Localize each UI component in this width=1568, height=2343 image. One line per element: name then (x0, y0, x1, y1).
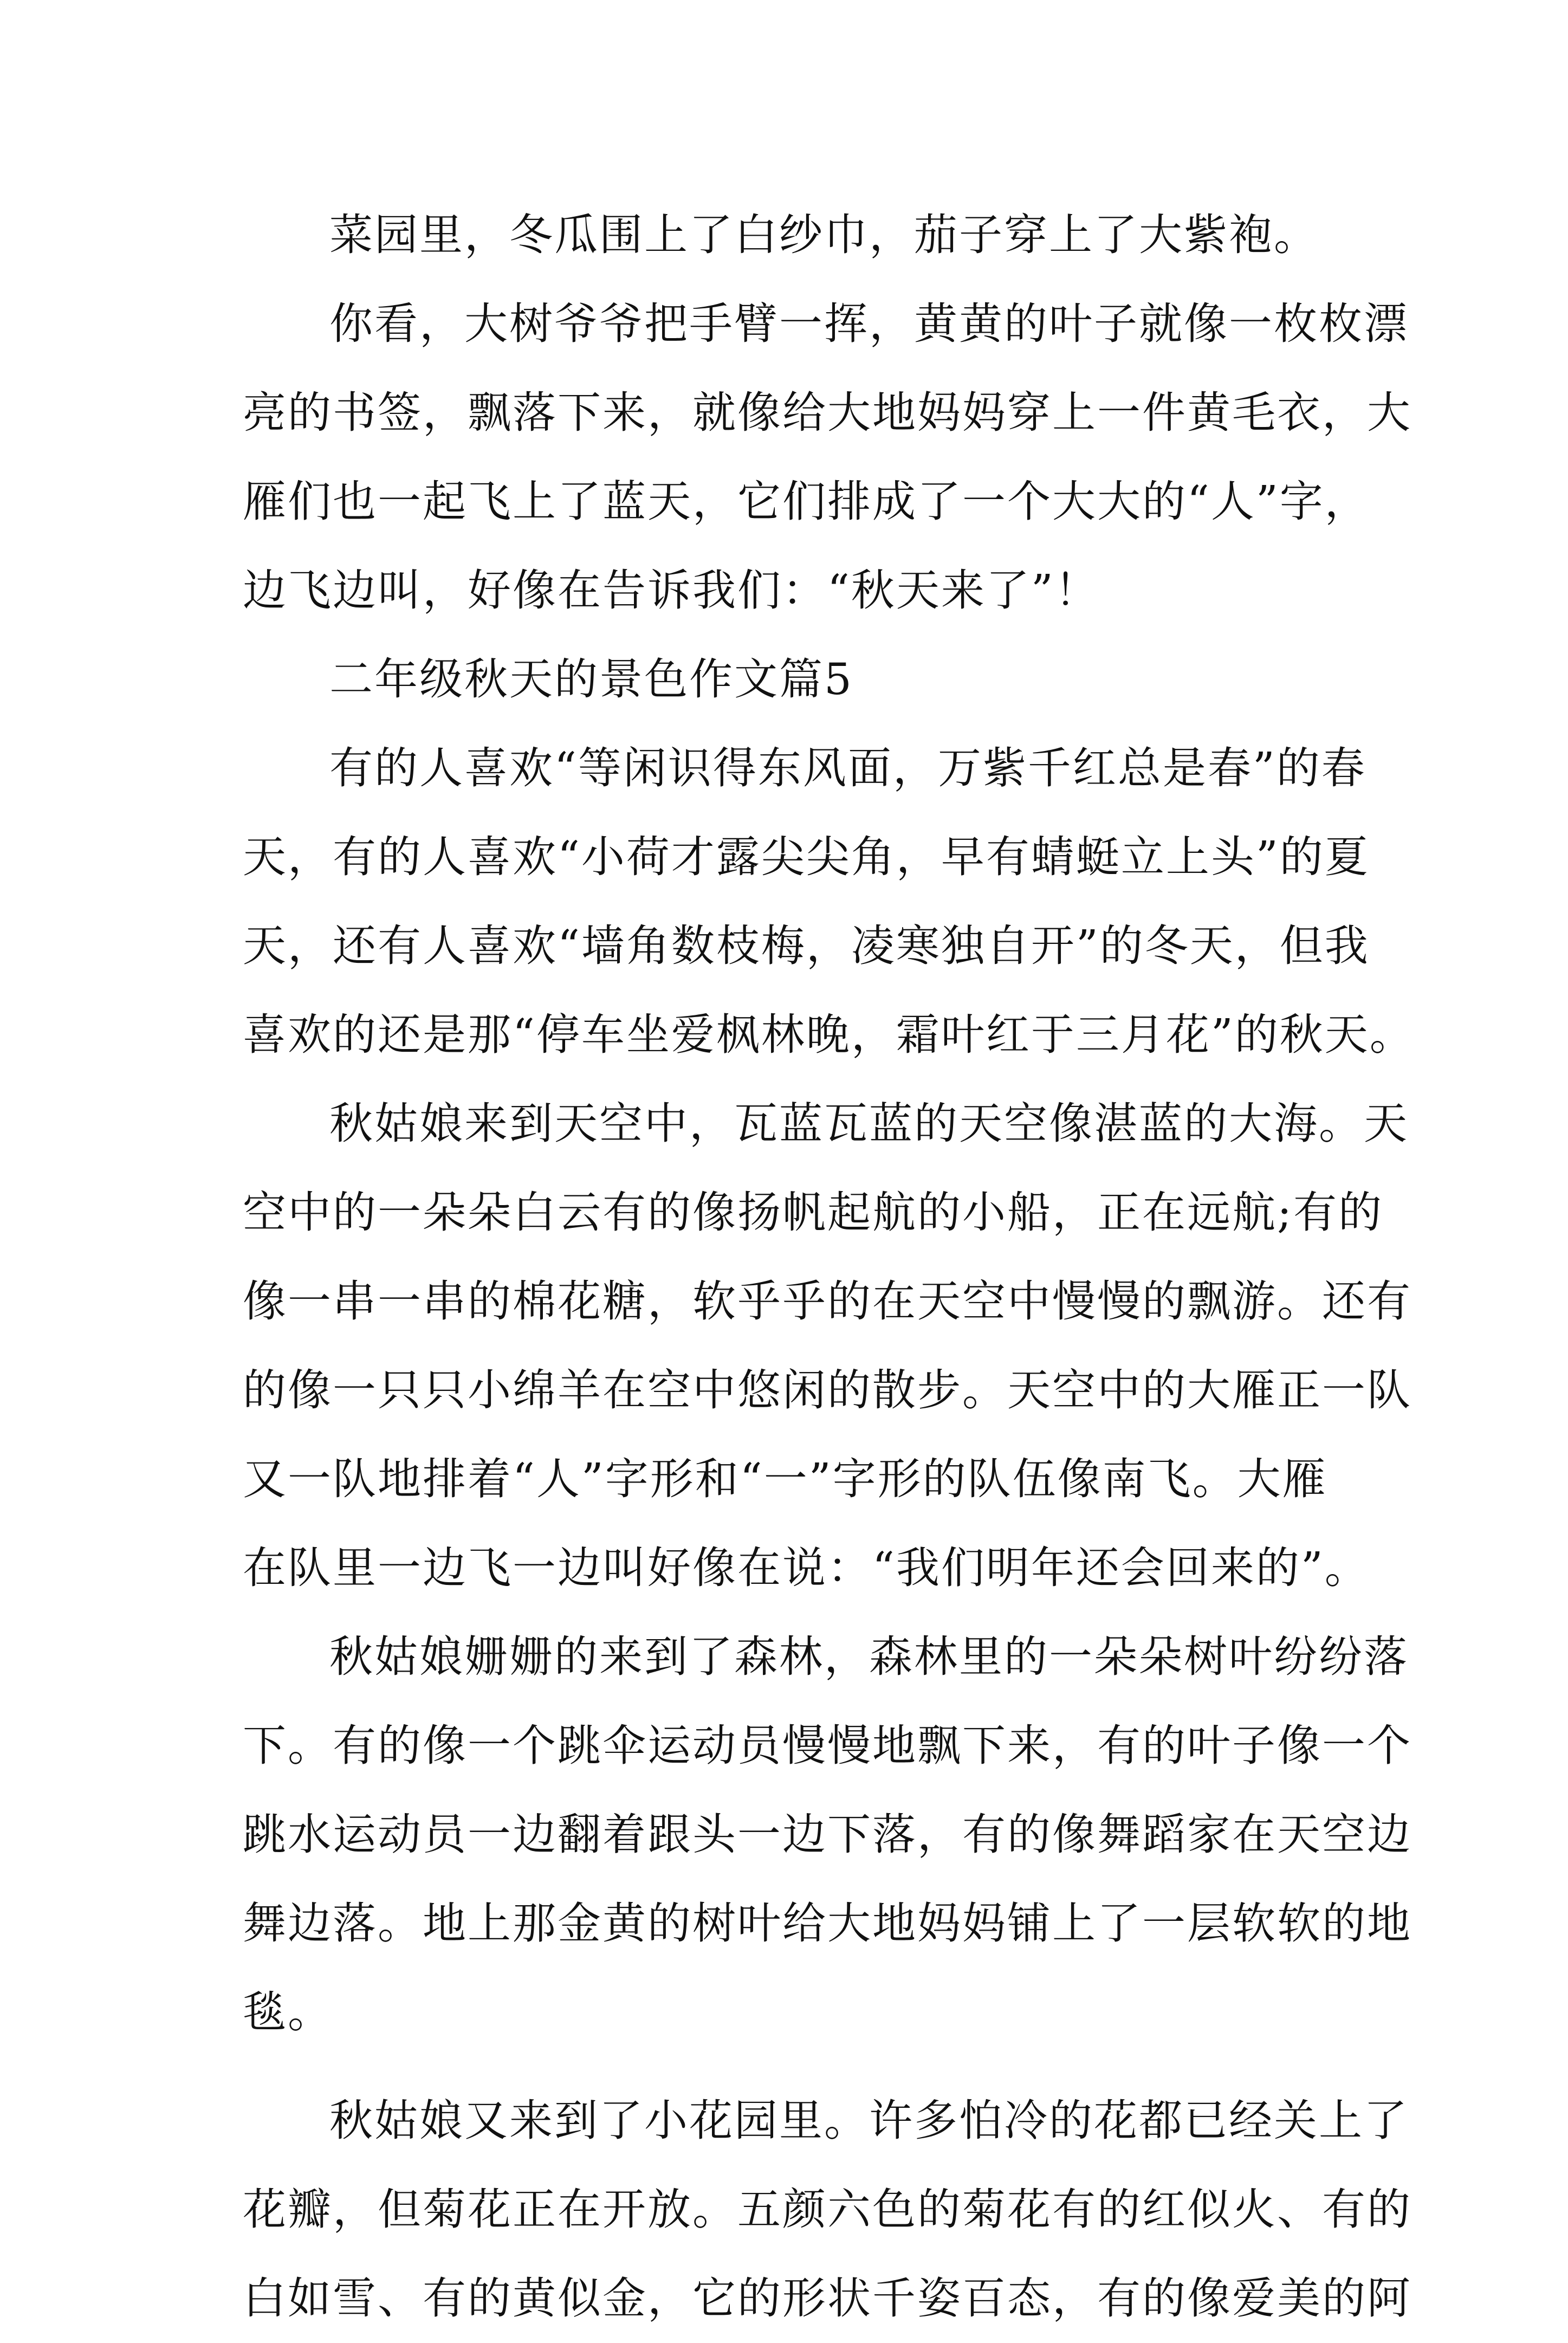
text-line: 你看，大树爷爷把手臂一挥，黄黄的叶子就像一枚枚漂 (329, 299, 1409, 349)
text-line: 毯。 (243, 1987, 333, 2037)
text-line: 天，还有人喜欢“墙角数枝梅，凌寒独自开”的冬天，但我 (243, 921, 1370, 971)
paragraph-flower-garden (243, 2076, 1412, 2343)
text-line: 喜欢的还是那“停车坐爱枫林晚，霜叶红于三月花”的秋天。 (243, 1009, 1415, 1060)
text-line: 舞边落。地上那金黄的树叶给大地妈妈铺上了一层软软的地 (243, 1898, 1412, 1949)
heading-line: 二年级秋天的景色作文篇5 (329, 654, 853, 704)
paragraph-forest (243, 1613, 1412, 2057)
text-line: 像一串一串的棉花糖，软乎乎的在天空中慢慢的飘游。还有 (243, 1276, 1412, 1326)
text-line: 又一队地排着“人”字形和“一”字形的队伍像南飞。大雁 (243, 1454, 1327, 1504)
paragraph-vegetable-garden (243, 191, 1326, 280)
text-line: 下。有的像一个跳伞运动员慢慢地飘下来，有的叶子像一个 (243, 1720, 1412, 1771)
text-line: 秋姑娘来到天空中，瓦蓝瓦蓝的天空像湛蓝的大海。天 (329, 1098, 1409, 1149)
paragraph-sky (243, 1079, 1412, 1613)
section-heading (243, 635, 1326, 724)
text-line: 边飞边叫，好像在告诉我们：“秋天来了”！ (243, 565, 1100, 616)
text-line: 跳水运动员一边翻着跟头一边下落，有的像舞蹈家在天空边 (243, 1809, 1412, 1860)
text-line: 天，有的人喜欢“小荷才露尖尖角，早有蜻蜓立上头”的夏 (243, 832, 1370, 882)
text-line: 的像一只只小绵羊在空中悠闲的散步。天空中的大雁正一队 (243, 1365, 1412, 1415)
text-line: 在队里一边飞一边叫好像在说：“我们明年还会回来的”。 (243, 1543, 1370, 1593)
text-line: 白如雪、有的黄似金，它的形状千姿百态，有的像爱美的阿 (243, 2273, 1412, 2323)
paragraph-big-tree (243, 280, 1412, 635)
text-line: 花瓣，但菊花正在开放。五颜六色的菊花有的红似火、有的 (243, 2184, 1412, 2235)
text-line: 有的人喜欢“等闲识得东风面，万紫千红总是春”的春 (329, 743, 1366, 793)
essay-body (243, 191, 1415, 2343)
text-line: 雁们也一起飞上了蓝天，它们排成了一个大大的“人”字， (243, 476, 1370, 527)
text-line: 秋姑娘又来到了小花园里。许多怕冷的花都已经关上了 (329, 2095, 1409, 2146)
text-line: 亮的书签，飘落下来，就像给大地妈妈穿上一件黄毛衣，大 (243, 387, 1412, 438)
text-line: 秋姑娘姗姗的来到了森林，森林里的一朵朵树叶纷纷落 (329, 1632, 1409, 1682)
paragraph-seasons (243, 724, 1415, 1079)
text-line: 菜园里，冬瓜围上了白纱巾，茄子穿上了大紫袍。 (329, 210, 1319, 260)
text-line: 空中的一朵朵白云有的像扬帆起航的小船，正在远航;有的 (243, 1187, 1383, 1238)
